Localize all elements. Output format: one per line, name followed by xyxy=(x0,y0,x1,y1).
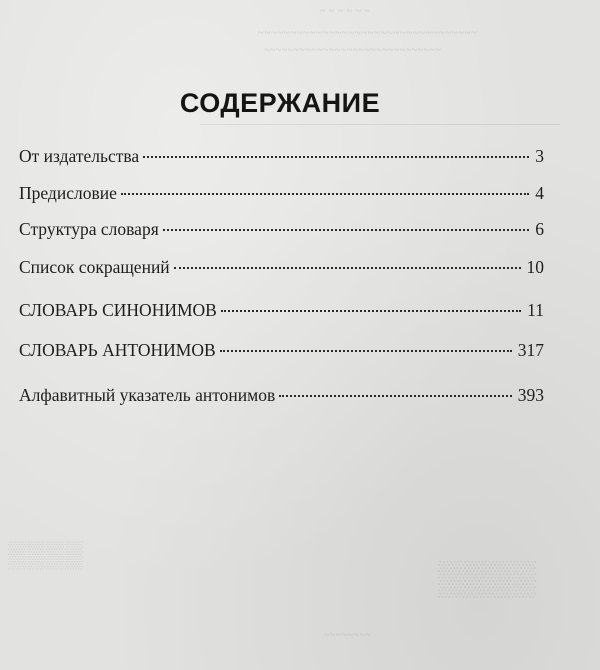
toc-entry-page: 11 xyxy=(527,300,544,320)
toc-entry-synonyms-dictionary[interactable] xyxy=(19,297,544,323)
show-through-text: ~~~~~~~~ xyxy=(324,630,372,641)
toc-entry-label: От издательства xyxy=(19,146,140,166)
toc-entry-page: 4 xyxy=(535,183,544,203)
dot-leader xyxy=(163,228,529,231)
toc-entry-page: 10 xyxy=(526,257,544,277)
toc-entry-abbreviations[interactable] xyxy=(19,254,544,280)
toc-entry-dictionary-structure[interactable] xyxy=(19,216,544,242)
dot-leader xyxy=(143,155,529,158)
toc-entry-page: 6 xyxy=(535,219,544,239)
toc-entry-antonyms-index[interactable] xyxy=(19,382,544,408)
toc-entry-label: СЛОВАРЬ АНТОНИМОВ xyxy=(19,340,216,360)
toc-entry-label: Алфавитный указатель антонимов xyxy=(19,385,276,405)
dot-leader xyxy=(220,349,512,352)
toc-entry-preface[interactable] xyxy=(19,180,544,206)
toc-entry-label: Структура словаря xyxy=(19,219,159,239)
show-through-line xyxy=(200,124,560,125)
toc-entry-page: 393 xyxy=(517,385,544,405)
show-through-text: ▒▒▒▒ xyxy=(438,560,537,597)
toc-entry-label: Предисловие xyxy=(19,183,117,203)
show-through-text: ~~~~~~~~~~~~~~~~~~~~~~~~~~~~~~~~~~ xyxy=(258,27,478,39)
page-title: СОДЕРЖАНИЕ xyxy=(179,88,381,118)
dot-leader xyxy=(221,309,521,312)
toc-entry-from-publisher[interactable] xyxy=(19,143,544,169)
toc-entry-antonyms-dictionary[interactable] xyxy=(19,337,544,363)
show-through-text: ~~~~~~~~~~~~~~~~~~~~~~~~~~~~~~ xyxy=(264,45,442,56)
dot-leader xyxy=(174,266,521,269)
toc-entry-page: 317 xyxy=(517,340,544,360)
toc-entry-page: 3 xyxy=(535,146,544,166)
toc-entry-label: Список сокращений xyxy=(19,257,170,277)
show-through-text: ~ ~ ~ ~ ~ ~ xyxy=(320,6,371,17)
show-through-text: ▒▒▒▒ xyxy=(8,540,84,569)
dot-leader xyxy=(279,394,512,397)
dot-leader xyxy=(121,192,529,195)
toc-entry-label: СЛОВАРЬ СИНОНИМОВ xyxy=(19,300,217,320)
